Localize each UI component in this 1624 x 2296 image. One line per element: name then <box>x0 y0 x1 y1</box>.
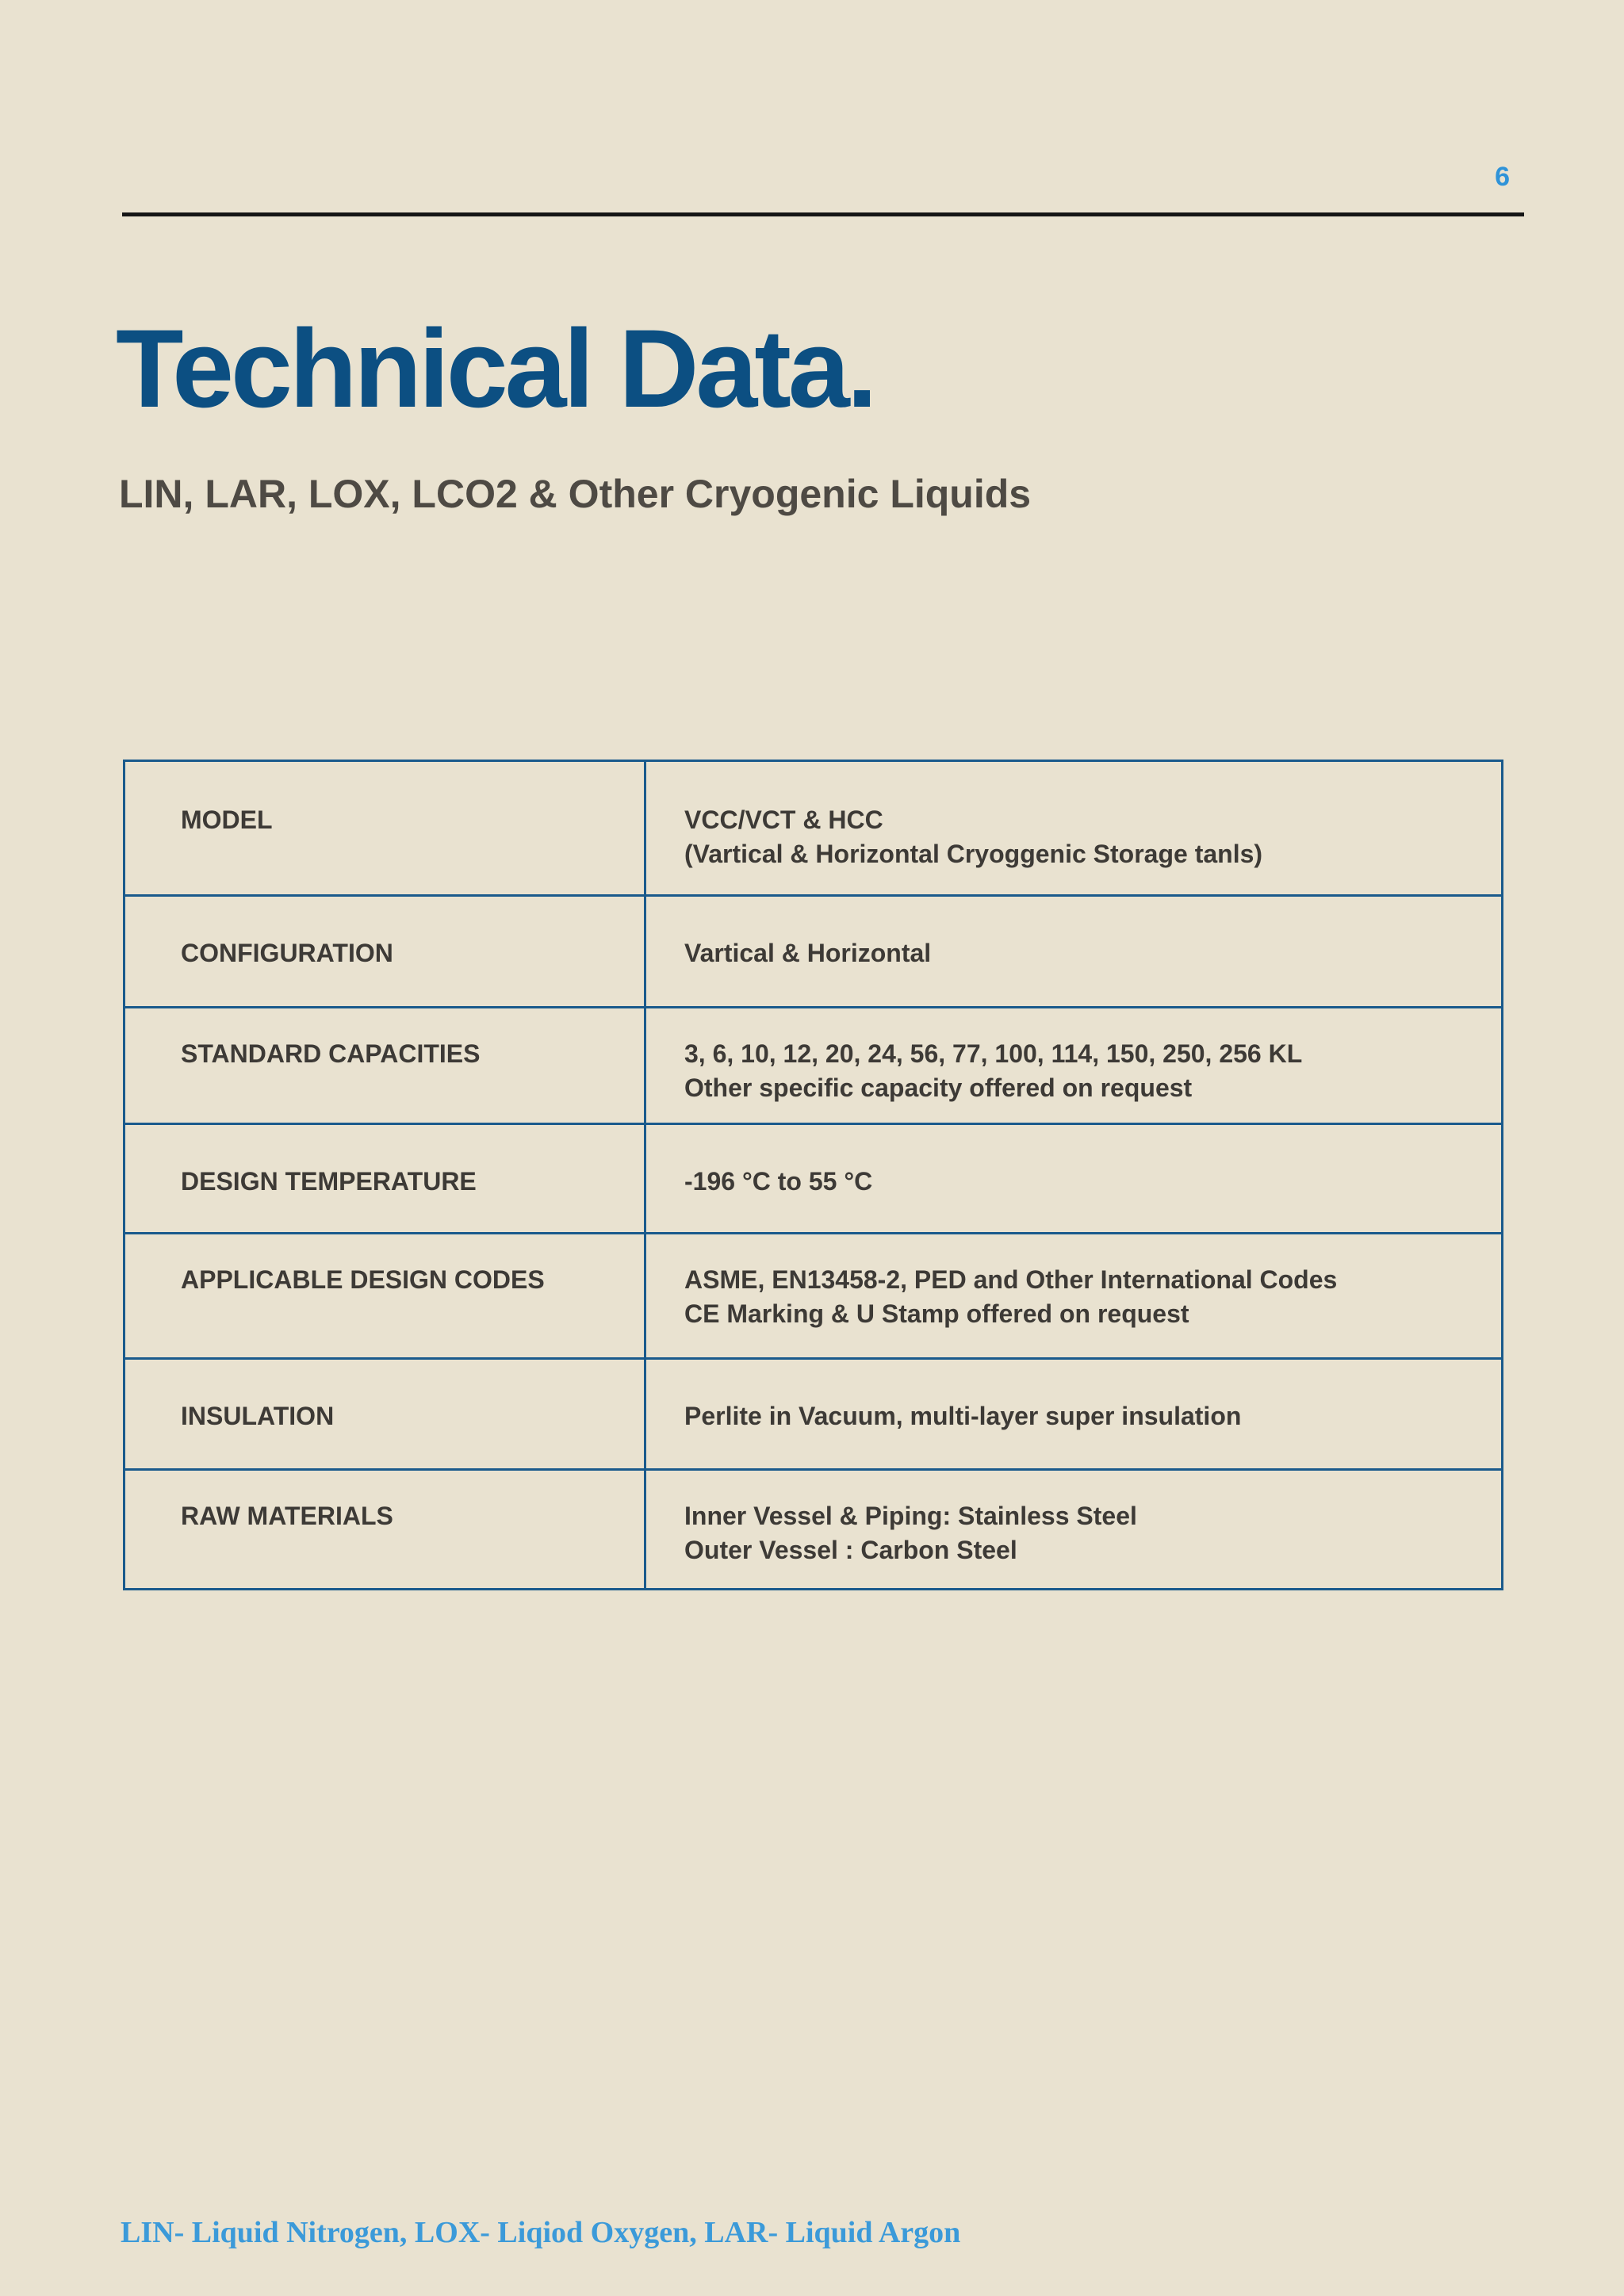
spec-value <box>645 1008 1503 1124</box>
table-row <box>124 1234 1503 1359</box>
page-number: 6 <box>1495 162 1510 192</box>
spec-value <box>645 1470 1503 1590</box>
table-row <box>124 761 1503 896</box>
spec-value-line: Inner Vessel & Piping: Stainless Steel <box>684 1502 1137 1530</box>
spec-value-line: Outer Vessel : Carbon Steel <box>684 1536 1017 1564</box>
spec-label <box>124 1008 645 1124</box>
spec-label <box>124 1234 645 1359</box>
spec-label-text: INSULATION <box>181 1402 335 1430</box>
table-row <box>124 1359 1503 1470</box>
spec-label-text: MODEL <box>181 806 273 834</box>
table-row <box>124 896 1503 1008</box>
spec-value-line: CE Marking & U Stamp offered on request <box>684 1299 1189 1328</box>
spec-label-text: RAW MATERIALS <box>181 1502 393 1530</box>
spec-value <box>645 1124 1503 1234</box>
spec-label-text: APPLICABLE DESIGN CODES <box>181 1265 545 1294</box>
spec-label-text: STANDARD CAPACITIES <box>181 1039 481 1068</box>
header-divider <box>122 212 1524 216</box>
table-row <box>124 1008 1503 1124</box>
spec-value-line: (Vartical & Horizontal Cryoggenic Storage tanls) <box>684 840 1263 868</box>
table-row <box>124 1124 1503 1234</box>
technical-data-table <box>123 760 1503 1590</box>
spec-value <box>645 896 1503 1008</box>
spec-value-line: VCC/VCT & HCC <box>684 806 883 834</box>
spec-value-line: ASME, EN13458-2, PED and Other International Codes <box>684 1265 1338 1294</box>
page-title: Technical Data. <box>116 306 875 430</box>
page-subtitle: LIN, LAR, LOX, LCO2 & Other Cryogenic Liquids <box>119 472 1032 516</box>
spec-label-text: CONFIGURATION <box>181 939 393 967</box>
spec-value-line: 3, 6, 10, 12, 20, 24, 56, 77, 100, 114, 150, 250, 256 KL <box>684 1039 1303 1068</box>
spec-label-text: DESIGN TEMPERATURE <box>181 1167 477 1196</box>
footer-abbreviations: LIN- Liquid Nitrogen, LOX- Liqiod Oxygen, LAR- Liquid Argon <box>121 2216 961 2249</box>
spec-value-line: Other specific capacity offered on request <box>684 1073 1193 1102</box>
spec-value-line: -196 °C to 55 °C <box>684 1167 873 1196</box>
spec-label <box>124 1124 645 1234</box>
spec-label <box>124 1470 645 1590</box>
spec-value <box>645 1234 1503 1359</box>
spec-value <box>645 761 1503 896</box>
spec-label <box>124 761 645 896</box>
spec-value <box>645 1359 1503 1470</box>
spec-label <box>124 1359 645 1470</box>
spec-label <box>124 896 645 1008</box>
table-row <box>124 1470 1503 1590</box>
spec-value-line: Perlite in Vacuum, multi-layer super insulation <box>684 1402 1242 1430</box>
spec-value-line: Vartical & Horizontal <box>684 939 932 967</box>
